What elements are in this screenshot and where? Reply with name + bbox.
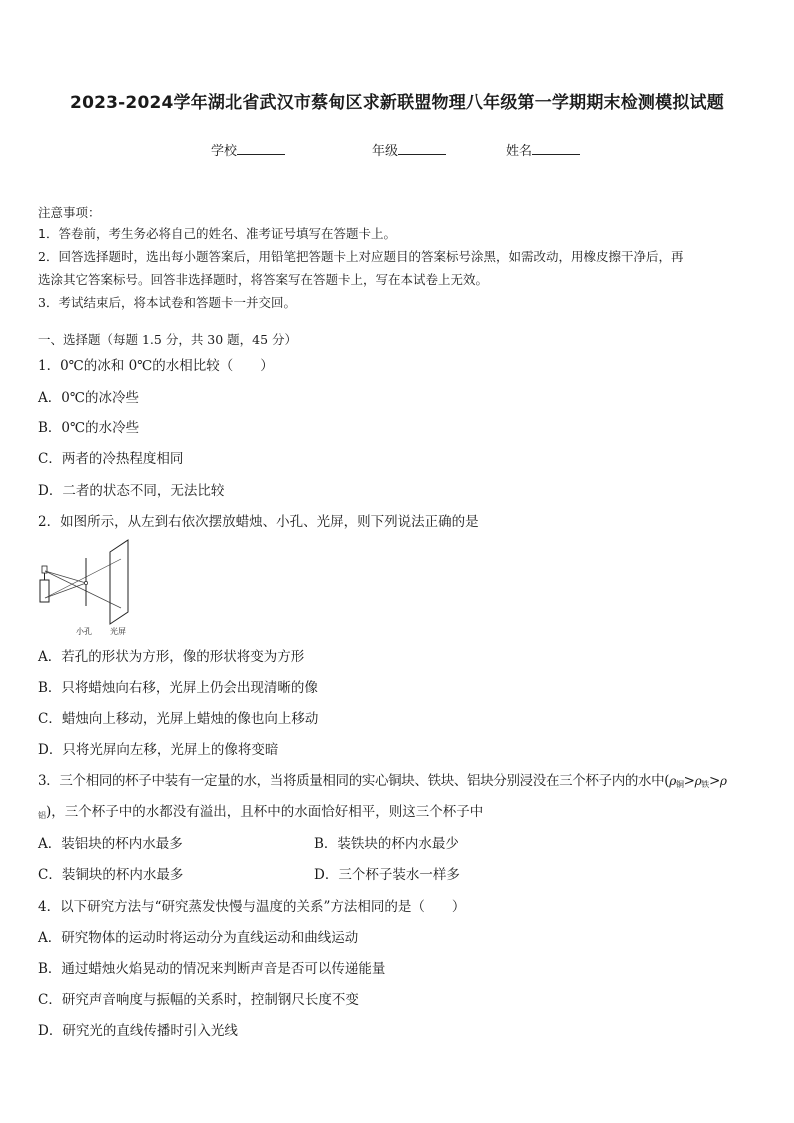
screen-label: 光屏 — [110, 627, 126, 636]
q4-option-d[interactable]: D．研究光的直线传播时引入光线 — [38, 1023, 238, 1039]
rho-symbol: ρ — [694, 774, 702, 788]
q3-option-c[interactable]: C．装铜块的杯内水最多 — [38, 867, 184, 883]
hole-label: 小孔 — [76, 627, 92, 636]
q4-option-a[interactable]: A．研究物体的运动时将运动分为直线运动和曲线运动 — [38, 930, 359, 946]
notes-heading: 注意事项： — [38, 205, 101, 220]
sub-copper: 铜 — [675, 780, 684, 789]
q3-stem-line-1 — [38, 769, 727, 790]
pinhole-camera-diagram — [36, 538, 146, 638]
school-field[interactable] — [211, 140, 285, 159]
q2-stem: 2．如图所示，从左到右依次摆放蜡烛、小孔、光屏，则下列说法正确的是 — [38, 514, 479, 530]
q1-option-c[interactable]: C．两者的冷热程度相同 — [38, 451, 184, 467]
gt-symbol: > — [708, 773, 720, 789]
q1-option-a[interactable]: A．0℃的冰冷些 — [38, 390, 139, 406]
q4-stem: 4．以下研究方法与“研究蒸发快慢与温度的关系”方法相同的是（ ） — [38, 899, 466, 915]
school-blank[interactable] — [237, 142, 285, 155]
q3-stem-line-2 — [38, 800, 483, 821]
grade-label: 年级 — [372, 144, 399, 159]
sub-aluminum: 铝 — [38, 811, 46, 820]
q1-stem: 1．0℃的冰和 0℃的水相比较（ ） — [38, 358, 274, 374]
q2-option-a[interactable]: A．若孔的形状为方形，像的形状将变为方形 — [38, 649, 305, 665]
note-item-3: 3．考试结束后，将本试卷和答题卡一并交回。 — [38, 295, 296, 310]
grade-field[interactable] — [372, 140, 446, 159]
exam-title: 2023-2024学年湖北省武汉市蔡甸区求新联盟物理八年级第一学期期末检测模拟试题 — [70, 93, 724, 113]
q3-stem-a: 3．三个相同的杯子中装有一定量的水，当将质量相同的实心铜块、铁块、铝块分别浸没在三个杯子内的水中( — [38, 773, 670, 789]
q1-option-d[interactable]: D．二者的状态不同，无法比较 — [38, 483, 225, 499]
rho-symbol: ρ — [719, 774, 727, 788]
q1-option-b[interactable]: B．0℃的水冷些 — [38, 420, 140, 436]
section-heading: 一、选择题（每题 1.5 分，共 30 题，45 分） — [38, 332, 298, 347]
gt-symbol: > — [683, 773, 695, 789]
q3-option-d[interactable]: D．三个杯子装水一样多 — [314, 867, 460, 883]
rho-symbol: ρ — [669, 774, 676, 788]
note-item-2-cont: 选涂其它答案标号。回答非选择题时，将答案写在答题卡上，写在本试卷上无效。 — [38, 272, 489, 287]
name-blank[interactable] — [532, 142, 580, 155]
name-field[interactable] — [506, 140, 580, 159]
q3-option-b[interactable]: B．装铁块的杯内水最少 — [314, 836, 459, 852]
q4-option-c[interactable]: C．研究声音响度与振幅的关系时，控制钢尺长度不变 — [38, 992, 359, 1008]
note-item-1: 1．答卷前，考生务必将自己的姓名、准考证号填写在答题卡上。 — [38, 226, 396, 241]
q3-option-a[interactable]: A．装铝块的杯内水最多 — [38, 836, 183, 852]
note-item-2: 2．回答选择题时，选出每小题答案后，用铅笔把答题卡上对应题目的答案标号涂黑，如需改动，用橡皮擦干净后，再 — [38, 249, 684, 264]
q3-stem-b: )，三个杯子中的水都没有溢出，且杯中的水面恰好相平，则这三个杯子中 — [46, 804, 484, 820]
q2-option-d[interactable]: D．只将光屏向左移，光屏上的像将变暗 — [38, 742, 279, 758]
q4-option-b[interactable]: B．通过蜡烛火焰晃动的情况来判断声音是否可以传递能量 — [38, 961, 386, 977]
name-label: 姓名 — [506, 144, 533, 159]
grade-blank[interactable] — [398, 142, 446, 155]
q2-option-b[interactable]: B．只将蜡烛向右移，光屏上仍会出现清晰的像 — [38, 680, 318, 696]
q2-option-c[interactable]: C．蜡烛向上移动，光屏上蜡烛的像也向上移动 — [38, 711, 319, 727]
school-label: 学校 — [211, 144, 238, 159]
pinhole-board — [84, 558, 87, 606]
sub-iron: 铁 — [701, 780, 709, 789]
light-screen — [110, 540, 128, 624]
